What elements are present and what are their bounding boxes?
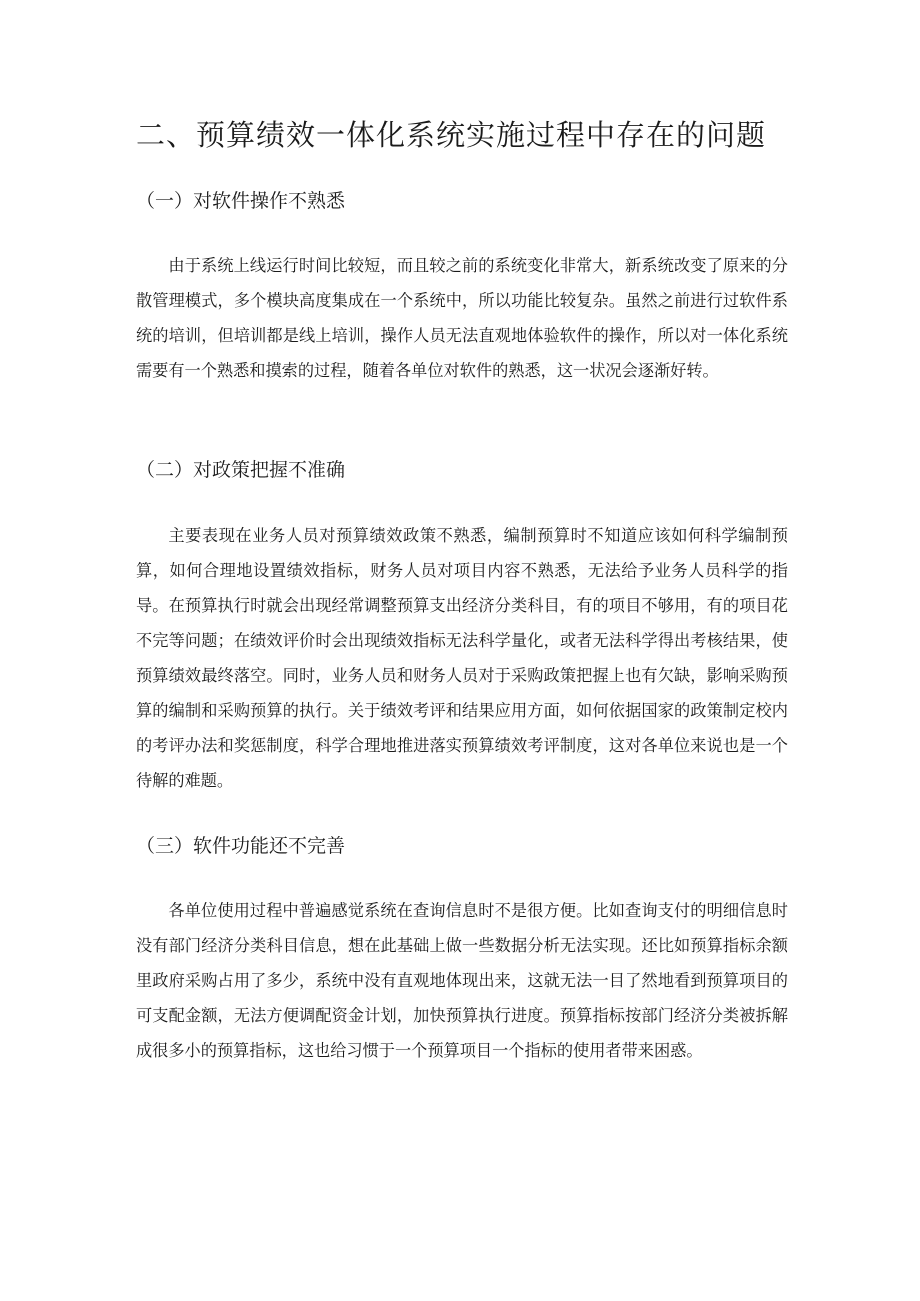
section-paragraph-3: 各单位使用过程中普遍感觉系统在查询信息时不是很方便。比如查询支付的明细信息时没有部门经济分类科目信息，想在此基础上做一些数据分析无法实现。还比如预算指标余额里政府采购占用了多少，系统中没有直观地体现出来，这就无法一目了然地看到预算项目的可支配金额，无法方便调配资金计划，加快预算执行进度。预算指标按部门经济分类被拆解成很多小的预算指标，这也给习惯于一个预算项目一个指标的使用者带来困惑。 (136, 901, 788, 1060)
section-paragraph-1: 由于系统上线运行时间比较短，而且较之前的系统变化非常大，新系统改变了原来的分散管理模式，多个模块高度集成在一个系统中，所以功能比较复杂。虽然之前进行过软件系统的培训，但培训都是线上培训，操作人员无法直观地体验软件的操作，所以对一体化系统需要有一个熟悉和摸索的过程，随着各单位对软件的熟悉，这一状况会逐渐好转。 (136, 256, 788, 380)
section-heading-3: （三）软件功能还不完善 (136, 835, 346, 857)
section-heading-2: （二）对政策把握不准确 (136, 459, 346, 481)
section-heading-1: （一）对软件操作不熟悉 (136, 190, 346, 212)
page-title: 二、预算绩效一体化系统实施过程中存在的问题 (136, 118, 767, 152)
section-paragraph-2: 主要表现在业务人员对预算绩效政策不熟悉，编制预算时不知道应该如何科学编制预算，如何合理地设置绩效指标，财务人员对项目内容不熟悉，无法给予业务人员科学的指导。在预算执行时就会出现经常调整预算支出经济分类科目，有的项目不够用，有的项目花不完等问题；在绩效评价时会出现绩效指标无法科学量化，或者无法科学得出考核结果，使预算绩效最终落空。同时，业务人员和财务人员对于采购政策把握上也有欠缺，影响采购预算的编制和采购预算的执行。关于绩效考评和结果应用方面，如何依据国家的政策制定校内的考评办法和奖惩制度，科学合理地推进落实预算绩效考评制度，这对各单位来说也是一个待解的难题。 (136, 526, 788, 790)
